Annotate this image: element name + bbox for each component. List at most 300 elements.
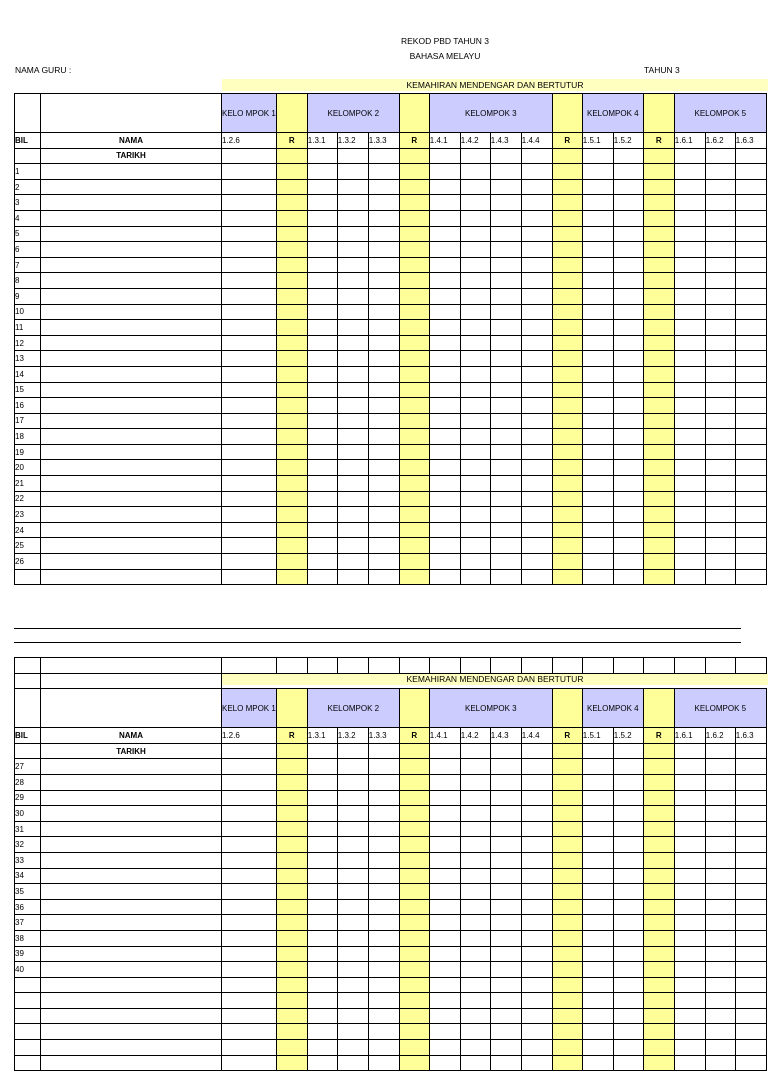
score-cell[interactable]: [368, 868, 399, 884]
score-cell[interactable]: [222, 977, 277, 993]
score-cell[interactable]: [674, 1055, 705, 1071]
r-score-cell[interactable]: [552, 899, 582, 915]
score-cell[interactable]: [337, 884, 368, 900]
score-cell[interactable]: [735, 366, 766, 382]
score-cell[interactable]: [368, 522, 399, 538]
r-score-cell[interactable]: [552, 304, 582, 320]
r-score-cell[interactable]: [399, 195, 429, 211]
score-cell[interactable]: [490, 538, 521, 554]
score-cell[interactable]: [429, 852, 460, 868]
score-cell[interactable]: [705, 179, 735, 195]
score-cell[interactable]: [674, 179, 705, 195]
score-cell[interactable]: [613, 335, 643, 351]
score-cell[interactable]: [674, 774, 705, 790]
score-cell[interactable]: [460, 320, 490, 336]
score-cell[interactable]: [337, 320, 368, 336]
student-name-cell[interactable]: [41, 1024, 222, 1040]
score-cell[interactable]: [705, 398, 735, 414]
score-cell[interactable]: [337, 759, 368, 775]
date-cell[interactable]: [399, 743, 429, 759]
r-score-cell[interactable]: [552, 852, 582, 868]
score-cell[interactable]: [460, 288, 490, 304]
score-cell[interactable]: [705, 554, 735, 570]
r-score-cell[interactable]: [552, 821, 582, 837]
student-name-cell[interactable]: [41, 382, 222, 398]
score-cell[interactable]: [521, 242, 552, 258]
score-cell[interactable]: [735, 759, 766, 775]
score-cell[interactable]: [460, 554, 490, 570]
r-score-cell[interactable]: [552, 915, 582, 931]
score-cell[interactable]: [735, 507, 766, 523]
score-cell[interactable]: [705, 444, 735, 460]
score-cell[interactable]: [613, 915, 643, 931]
score-cell[interactable]: [429, 821, 460, 837]
score-cell[interactable]: [368, 899, 399, 915]
r-score-cell[interactable]: [552, 444, 582, 460]
r-score-cell[interactable]: [643, 179, 674, 195]
score-cell[interactable]: [368, 569, 399, 585]
r-score-cell[interactable]: [643, 226, 674, 242]
r-score-cell[interactable]: [276, 554, 307, 570]
score-cell[interactable]: [307, 335, 337, 351]
score-cell[interactable]: [705, 460, 735, 476]
score-cell[interactable]: [490, 993, 521, 1009]
score-cell[interactable]: [337, 554, 368, 570]
score-cell[interactable]: [674, 351, 705, 367]
r-score-cell[interactable]: [399, 273, 429, 289]
score-cell[interactable]: [429, 179, 460, 195]
r-score-cell[interactable]: [643, 382, 674, 398]
date-cell[interactable]: [490, 743, 521, 759]
score-cell[interactable]: [705, 569, 735, 585]
score-cell[interactable]: [674, 790, 705, 806]
r-score-cell[interactable]: [276, 946, 307, 962]
score-cell[interactable]: [613, 413, 643, 429]
score-cell[interactable]: [460, 538, 490, 554]
score-cell[interactable]: [337, 1008, 368, 1024]
r-score-cell[interactable]: [276, 868, 307, 884]
score-cell[interactable]: [582, 538, 613, 554]
score-cell[interactable]: [337, 210, 368, 226]
r-score-cell[interactable]: [399, 491, 429, 507]
score-cell[interactable]: [337, 179, 368, 195]
score-cell[interactable]: [222, 852, 277, 868]
score-cell[interactable]: [613, 1024, 643, 1040]
score-cell[interactable]: [307, 242, 337, 258]
score-cell[interactable]: [735, 1008, 766, 1024]
r-score-cell[interactable]: [643, 837, 674, 853]
r-score-cell[interactable]: [399, 179, 429, 195]
r-score-cell[interactable]: [643, 852, 674, 868]
date-cell[interactable]: [521, 743, 552, 759]
score-cell[interactable]: [368, 790, 399, 806]
score-cell[interactable]: [429, 351, 460, 367]
score-cell[interactable]: [368, 993, 399, 1009]
score-cell[interactable]: [582, 195, 613, 211]
score-cell[interactable]: [705, 273, 735, 289]
r-score-cell[interactable]: [643, 288, 674, 304]
r-score-cell[interactable]: [276, 429, 307, 445]
score-cell[interactable]: [222, 993, 277, 1009]
score-cell[interactable]: [613, 491, 643, 507]
score-cell[interactable]: [222, 569, 277, 585]
score-cell[interactable]: [490, 164, 521, 180]
r-score-cell[interactable]: [552, 507, 582, 523]
score-cell[interactable]: [460, 476, 490, 492]
score-cell[interactable]: [337, 1040, 368, 1056]
student-name-cell[interactable]: [41, 476, 222, 492]
score-cell[interactable]: [337, 351, 368, 367]
r-score-cell[interactable]: [399, 476, 429, 492]
score-cell[interactable]: [222, 444, 277, 460]
score-cell[interactable]: [368, 946, 399, 962]
score-cell[interactable]: [429, 946, 460, 962]
score-cell[interactable]: [582, 868, 613, 884]
score-cell[interactable]: [490, 507, 521, 523]
score-cell[interactable]: [490, 242, 521, 258]
r-score-cell[interactable]: [276, 507, 307, 523]
r-score-cell[interactable]: [399, 351, 429, 367]
r-score-cell[interactable]: [552, 210, 582, 226]
score-cell[interactable]: [368, 554, 399, 570]
r-score-cell[interactable]: [276, 460, 307, 476]
score-cell[interactable]: [429, 774, 460, 790]
score-cell[interactable]: [705, 1040, 735, 1056]
score-cell[interactable]: [222, 507, 277, 523]
score-cell[interactable]: [521, 930, 552, 946]
score-cell[interactable]: [521, 899, 552, 915]
score-cell[interactable]: [613, 460, 643, 476]
score-cell[interactable]: [368, 273, 399, 289]
score-cell[interactable]: [735, 790, 766, 806]
score-cell[interactable]: [222, 538, 277, 554]
score-cell[interactable]: [582, 273, 613, 289]
score-cell[interactable]: [307, 1008, 337, 1024]
r-score-cell[interactable]: [276, 476, 307, 492]
r-score-cell[interactable]: [643, 476, 674, 492]
score-cell[interactable]: [307, 382, 337, 398]
score-cell[interactable]: [613, 320, 643, 336]
r-score-cell[interactable]: [276, 210, 307, 226]
score-cell[interactable]: [337, 1024, 368, 1040]
score-cell[interactable]: [735, 962, 766, 978]
score-cell[interactable]: [705, 868, 735, 884]
score-cell[interactable]: [429, 899, 460, 915]
score-cell[interactable]: [521, 288, 552, 304]
score-cell[interactable]: [582, 993, 613, 1009]
r-score-cell[interactable]: [643, 759, 674, 775]
r-score-cell[interactable]: [552, 273, 582, 289]
score-cell[interactable]: [337, 790, 368, 806]
score-cell[interactable]: [307, 554, 337, 570]
score-cell[interactable]: [368, 806, 399, 822]
score-cell[interactable]: [705, 790, 735, 806]
student-name-cell[interactable]: [41, 491, 222, 507]
date-cell[interactable]: [705, 743, 735, 759]
date-cell[interactable]: [613, 743, 643, 759]
r-score-cell[interactable]: [399, 413, 429, 429]
score-cell[interactable]: [674, 273, 705, 289]
r-score-cell[interactable]: [552, 930, 582, 946]
student-name-cell[interactable]: [41, 1008, 222, 1024]
score-cell[interactable]: [521, 226, 552, 242]
score-cell[interactable]: [337, 226, 368, 242]
r-score-cell[interactable]: [276, 759, 307, 775]
score-cell[interactable]: [337, 429, 368, 445]
r-score-cell[interactable]: [276, 444, 307, 460]
r-score-cell[interactable]: [276, 884, 307, 900]
r-score-cell[interactable]: [399, 1040, 429, 1056]
score-cell[interactable]: [307, 962, 337, 978]
score-cell[interactable]: [490, 304, 521, 320]
r-score-cell[interactable]: [643, 554, 674, 570]
score-cell[interactable]: [582, 1055, 613, 1071]
r-score-cell[interactable]: [552, 1008, 582, 1024]
score-cell[interactable]: [674, 821, 705, 837]
score-cell[interactable]: [490, 790, 521, 806]
date-cell[interactable]: [307, 743, 337, 759]
score-cell[interactable]: [307, 569, 337, 585]
r-score-cell[interactable]: [552, 554, 582, 570]
score-cell[interactable]: [582, 569, 613, 585]
r-score-cell[interactable]: [643, 522, 674, 538]
r-score-cell[interactable]: [276, 1008, 307, 1024]
score-cell[interactable]: [429, 320, 460, 336]
score-cell[interactable]: [460, 226, 490, 242]
score-cell[interactable]: [521, 538, 552, 554]
score-cell[interactable]: [368, 257, 399, 273]
score-cell[interactable]: [429, 837, 460, 853]
date-cell[interactable]: [552, 148, 582, 164]
score-cell[interactable]: [735, 774, 766, 790]
score-cell[interactable]: [674, 226, 705, 242]
score-cell[interactable]: [222, 398, 277, 414]
r-score-cell[interactable]: [399, 554, 429, 570]
score-cell[interactable]: [490, 962, 521, 978]
score-cell[interactable]: [368, 1008, 399, 1024]
score-cell[interactable]: [368, 930, 399, 946]
r-score-cell[interactable]: [643, 507, 674, 523]
score-cell[interactable]: [582, 288, 613, 304]
score-cell[interactable]: [429, 242, 460, 258]
score-cell[interactable]: [705, 774, 735, 790]
score-cell[interactable]: [613, 884, 643, 900]
score-cell[interactable]: [337, 1055, 368, 1071]
score-cell[interactable]: [337, 993, 368, 1009]
score-cell[interactable]: [368, 852, 399, 868]
date-cell[interactable]: [368, 743, 399, 759]
score-cell[interactable]: [735, 288, 766, 304]
score-cell[interactable]: [307, 366, 337, 382]
r-score-cell[interactable]: [643, 806, 674, 822]
score-cell[interactable]: [337, 977, 368, 993]
score-cell[interactable]: [222, 915, 277, 931]
score-cell[interactable]: [337, 335, 368, 351]
r-score-cell[interactable]: [643, 304, 674, 320]
r-score-cell[interactable]: [276, 491, 307, 507]
score-cell[interactable]: [674, 868, 705, 884]
r-score-cell[interactable]: [643, 774, 674, 790]
score-cell[interactable]: [429, 195, 460, 211]
r-score-cell[interactable]: [643, 1055, 674, 1071]
score-cell[interactable]: [521, 413, 552, 429]
score-cell[interactable]: [705, 884, 735, 900]
r-score-cell[interactable]: [552, 366, 582, 382]
score-cell[interactable]: [735, 398, 766, 414]
score-cell[interactable]: [368, 195, 399, 211]
score-cell[interactable]: [307, 460, 337, 476]
score-cell[interactable]: [705, 366, 735, 382]
date-cell[interactable]: [674, 148, 705, 164]
score-cell[interactable]: [368, 491, 399, 507]
score-cell[interactable]: [337, 522, 368, 538]
r-score-cell[interactable]: [399, 852, 429, 868]
score-cell[interactable]: [222, 257, 277, 273]
score-cell[interactable]: [460, 790, 490, 806]
score-cell[interactable]: [521, 1055, 552, 1071]
score-cell[interactable]: [307, 977, 337, 993]
student-name-cell[interactable]: [41, 1040, 222, 1056]
score-cell[interactable]: [222, 774, 277, 790]
r-score-cell[interactable]: [399, 226, 429, 242]
score-cell[interactable]: [674, 335, 705, 351]
score-cell[interactable]: [613, 351, 643, 367]
score-cell[interactable]: [460, 930, 490, 946]
score-cell[interactable]: [613, 821, 643, 837]
date-cell[interactable]: [276, 743, 307, 759]
r-score-cell[interactable]: [643, 195, 674, 211]
student-name-cell[interactable]: [41, 790, 222, 806]
score-cell[interactable]: [705, 1055, 735, 1071]
score-cell[interactable]: [613, 288, 643, 304]
r-score-cell[interactable]: [643, 398, 674, 414]
score-cell[interactable]: [705, 226, 735, 242]
score-cell[interactable]: [222, 790, 277, 806]
score-cell[interactable]: [337, 288, 368, 304]
date-cell[interactable]: [582, 743, 613, 759]
r-score-cell[interactable]: [643, 868, 674, 884]
score-cell[interactable]: [735, 806, 766, 822]
score-cell[interactable]: [307, 429, 337, 445]
score-cell[interactable]: [521, 774, 552, 790]
r-score-cell[interactable]: [552, 257, 582, 273]
score-cell[interactable]: [222, 164, 277, 180]
score-cell[interactable]: [735, 226, 766, 242]
score-cell[interactable]: [429, 790, 460, 806]
score-cell[interactable]: [460, 398, 490, 414]
score-cell[interactable]: [674, 288, 705, 304]
student-name-cell[interactable]: [41, 977, 222, 993]
score-cell[interactable]: [222, 179, 277, 195]
r-score-cell[interactable]: [643, 413, 674, 429]
score-cell[interactable]: [429, 226, 460, 242]
score-cell[interactable]: [674, 1040, 705, 1056]
score-cell[interactable]: [674, 366, 705, 382]
score-cell[interactable]: [460, 899, 490, 915]
score-cell[interactable]: [222, 210, 277, 226]
score-cell[interactable]: [222, 1008, 277, 1024]
score-cell[interactable]: [705, 304, 735, 320]
score-cell[interactable]: [460, 806, 490, 822]
score-cell[interactable]: [582, 413, 613, 429]
r-score-cell[interactable]: [399, 1024, 429, 1040]
score-cell[interactable]: [613, 476, 643, 492]
score-cell[interactable]: [735, 491, 766, 507]
score-cell[interactable]: [429, 884, 460, 900]
score-cell[interactable]: [222, 476, 277, 492]
score-cell[interactable]: [521, 273, 552, 289]
score-cell[interactable]: [582, 382, 613, 398]
score-cell[interactable]: [460, 507, 490, 523]
date-cell[interactable]: [735, 148, 766, 164]
score-cell[interactable]: [582, 1040, 613, 1056]
score-cell[interactable]: [521, 915, 552, 931]
score-cell[interactable]: [490, 930, 521, 946]
score-cell[interactable]: [582, 507, 613, 523]
score-cell[interactable]: [674, 210, 705, 226]
r-score-cell[interactable]: [276, 320, 307, 336]
score-cell[interactable]: [613, 554, 643, 570]
score-cell[interactable]: [307, 538, 337, 554]
student-name-cell[interactable]: [41, 554, 222, 570]
score-cell[interactable]: [460, 164, 490, 180]
score-cell[interactable]: [490, 179, 521, 195]
score-cell[interactable]: [490, 554, 521, 570]
score-cell[interactable]: [368, 351, 399, 367]
score-cell[interactable]: [307, 164, 337, 180]
r-score-cell[interactable]: [399, 288, 429, 304]
score-cell[interactable]: [613, 366, 643, 382]
score-cell[interactable]: [582, 351, 613, 367]
score-cell[interactable]: [735, 444, 766, 460]
score-cell[interactable]: [368, 837, 399, 853]
r-score-cell[interactable]: [399, 790, 429, 806]
score-cell[interactable]: [460, 868, 490, 884]
score-cell[interactable]: [222, 759, 277, 775]
score-cell[interactable]: [521, 1008, 552, 1024]
score-cell[interactable]: [307, 320, 337, 336]
score-cell[interactable]: [429, 1008, 460, 1024]
score-cell[interactable]: [613, 429, 643, 445]
score-cell[interactable]: [307, 398, 337, 414]
score-cell[interactable]: [582, 930, 613, 946]
r-score-cell[interactable]: [399, 304, 429, 320]
score-cell[interactable]: [368, 398, 399, 414]
score-cell[interactable]: [735, 179, 766, 195]
r-score-cell[interactable]: [552, 179, 582, 195]
r-score-cell[interactable]: [552, 806, 582, 822]
r-score-cell[interactable]: [276, 790, 307, 806]
score-cell[interactable]: [337, 868, 368, 884]
score-cell[interactable]: [521, 491, 552, 507]
score-cell[interactable]: [674, 554, 705, 570]
score-cell[interactable]: [368, 507, 399, 523]
score-cell[interactable]: [521, 1024, 552, 1040]
date-cell[interactable]: [582, 148, 613, 164]
score-cell[interactable]: [429, 554, 460, 570]
score-cell[interactable]: [735, 946, 766, 962]
score-cell[interactable]: [735, 899, 766, 915]
score-cell[interactable]: [735, 257, 766, 273]
student-name-cell[interactable]: [41, 1055, 222, 1071]
score-cell[interactable]: [460, 460, 490, 476]
score-cell[interactable]: [582, 429, 613, 445]
score-cell[interactable]: [429, 288, 460, 304]
r-score-cell[interactable]: [276, 398, 307, 414]
score-cell[interactable]: [521, 257, 552, 273]
score-cell[interactable]: [705, 476, 735, 492]
score-cell[interactable]: [429, 164, 460, 180]
